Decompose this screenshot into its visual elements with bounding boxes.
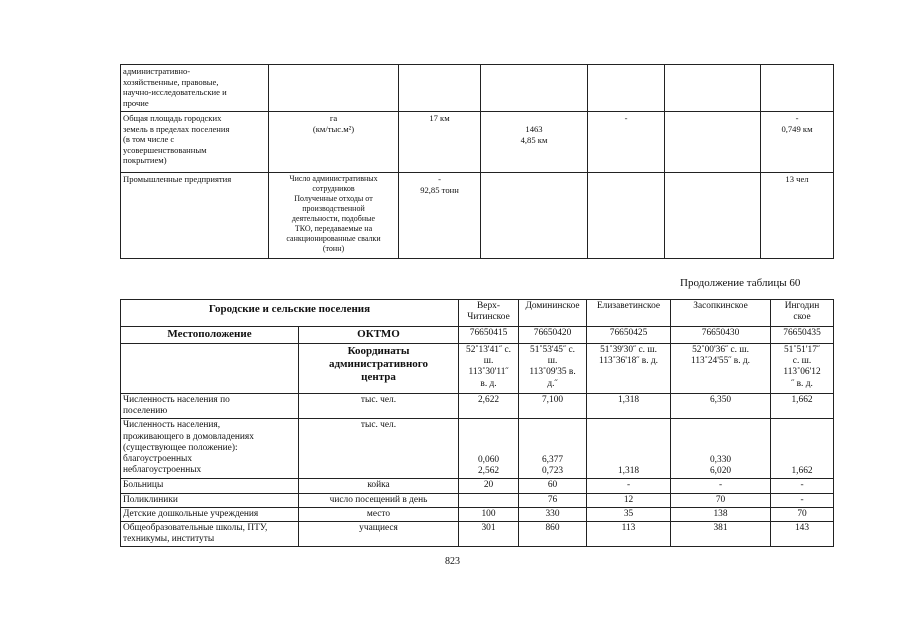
cell [665,112,761,173]
hospitals-label: Больницы [121,479,299,493]
value-cell: 13 чел [761,173,834,259]
value-cell: 17 км [399,112,481,173]
value-cell: - [587,479,671,493]
table-row [121,112,834,173]
coordinates-value: 52˚13'41˝ с. ш. 113˚30'11˝ в. д. [459,344,519,394]
row-label-urban-land-area: Общая площадь городских земель в пределах поселения (в том числе с усовершенствованным покрытием) [121,112,269,173]
continuation-label: Продолжение таблицы 60 [680,277,801,289]
cell [665,173,761,259]
cell [269,65,399,112]
value-cell: 860 [519,522,587,547]
row-label-admin-institutions: административно- хозяйственные, правовые, научно-исследовательские и прочие [121,65,269,112]
polyclinics-label: Поликлиники [121,493,299,507]
cell [399,65,481,112]
value-cell: 35 [587,507,671,521]
value-cell: 301 [459,522,519,547]
value-cell [459,493,519,507]
column-header: Домининское [519,300,587,327]
coordinates-value: 51˚51'17˝ с. ш. 113˚06'12 ˝ в. д. [771,344,834,394]
value-cell: 6,377 0,723 [519,419,587,479]
value-cell: 76 [519,493,587,507]
cell [761,65,834,112]
column-header: Засопкинское [671,300,771,327]
value-cell: 60 [519,479,587,493]
value-cell: 6,350 [671,394,771,419]
value-cell: 1,662 [771,394,834,419]
table-row [121,344,834,394]
unit-cell: койка [299,479,459,493]
top-table [120,64,834,259]
table-row [121,507,834,521]
value-cell: 70 [771,507,834,521]
cell [588,173,665,259]
cell [665,65,761,112]
value-cell: 113 [587,522,671,547]
unit-cell: га (км/тыс.м²) [269,112,399,173]
oktmo-value: 76650430 [671,327,771,344]
table-row [121,327,834,344]
value-cell: - 0,749 км [761,112,834,173]
table-row [121,522,834,547]
value-cell: 381 [671,522,771,547]
coordinates-value: 51˚39'30˝ с. ш. 113˚36'18˝ в. д. [587,344,671,394]
location-label: Местоположение [121,327,299,344]
value-cell: 0,060 2,562 [459,419,519,479]
value-cell: - [588,112,665,173]
oktmo-label: ОКТМО [299,327,459,344]
settlements-table [120,299,834,547]
housing-label: Численность населения, проживающего в домовладениях (существующее положение): благоустроенных неблагоустроенных [121,419,299,479]
schools-label: Общеобразовательные школы, ПТУ, техникумы, институты [121,522,299,547]
cell [481,65,588,112]
settlements-header: Городские и сельские поселения [121,300,459,327]
table-row [121,65,834,112]
cell [588,65,665,112]
kindergartens-label: Детские дошкольные учреждения [121,507,299,521]
value-cell: - [671,479,771,493]
oktmo-value: 76650420 [519,327,587,344]
unit-cell: тыс. чел. [299,394,459,419]
cell [481,173,588,259]
coordinates-value: 52˚00'36˝ с. ш. 113˚24'55˝ в. д. [671,344,771,394]
table-row [121,419,834,479]
unit-cell: место [299,507,459,521]
value-cell: 70 [671,493,771,507]
value-cell: 1,662 [771,419,834,479]
oktmo-value: 76650435 [771,327,834,344]
value-cell: 143 [771,522,834,547]
value-cell: 12 [587,493,671,507]
column-header: Ингодин ское [771,300,834,327]
cell [121,344,299,394]
value-cell: 2,622 [459,394,519,419]
coordinates-value: 51˚53'45˝ с. ш. 113˚09'35 в. д.˝ [519,344,587,394]
unit-cell: число посещений в день [299,493,459,507]
value-cell: - [771,493,834,507]
population-label: Численность населения по поселению [121,394,299,419]
row-label-industrial-enterprises: Промышленные предприятия [121,173,269,259]
page-number: 823 [445,556,460,567]
value-cell: - [771,479,834,493]
unit-cell: тыс. чел. [299,419,459,479]
value-cell: 7,100 [519,394,587,419]
value-cell: 0,330 6,020 [671,419,771,479]
oktmo-value: 76650415 [459,327,519,344]
value-cell: 330 [519,507,587,521]
value-cell: 138 [671,507,771,521]
table-row [121,479,834,493]
value-cell: 100 [459,507,519,521]
column-header: Елизаветинское [587,300,671,327]
unit-cell: учащиеся [299,522,459,547]
table-row [121,493,834,507]
value-cell: 20 [459,479,519,493]
value-cell: 1,318 [587,419,671,479]
column-header: Верх- Читинское [459,300,519,327]
value-cell: 1463 4,85 км [481,112,588,173]
value-cell: - 92,85 тонн [399,173,481,259]
oktmo-value: 76650425 [587,327,671,344]
table-row [121,173,834,259]
table-header-row [121,300,834,327]
unit-cell: Число административных сотрудников Полученные отходы от производственной деятельности, подобные ТКО, передаваемые на санкционированные свалки (тонн) [269,173,399,259]
coordinates-label: Координаты административного центра [299,344,459,394]
value-cell: 1,318 [587,394,671,419]
table-row [121,394,834,419]
